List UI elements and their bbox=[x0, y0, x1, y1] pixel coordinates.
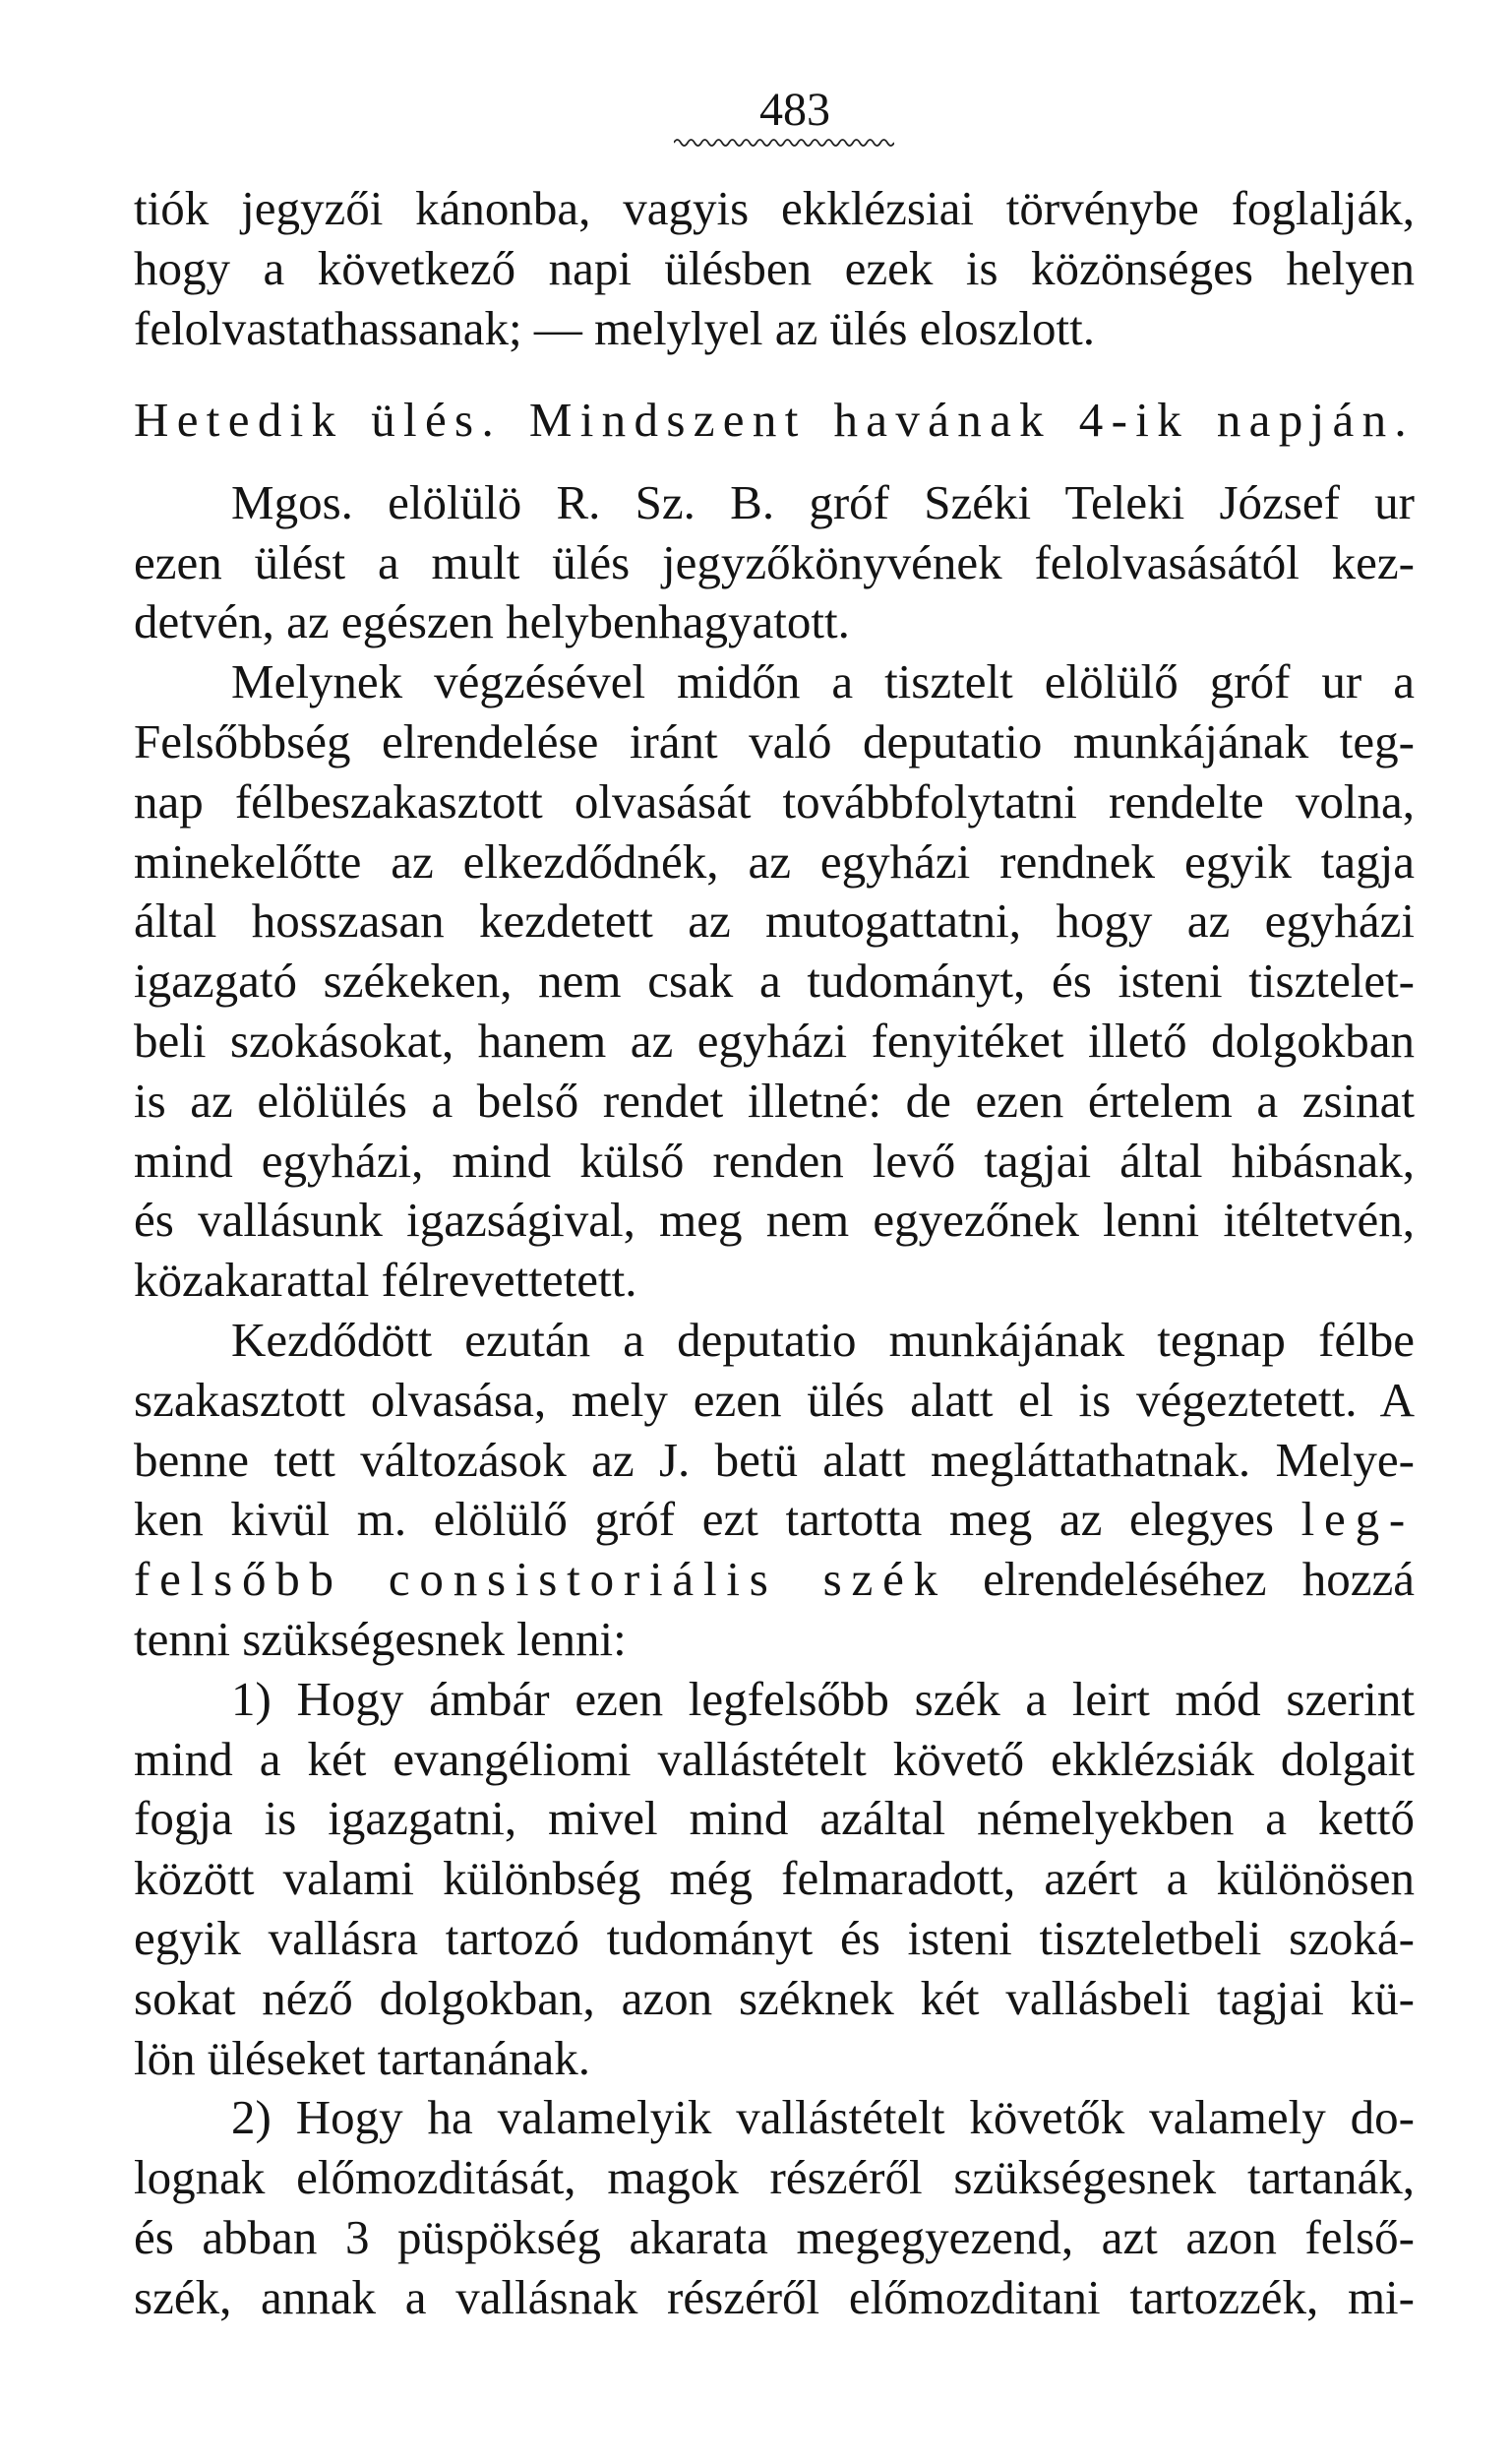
text-line: mind egyházi, mind külső renden levő tagjai által hibásnak, bbox=[134, 1133, 1415, 1188]
text-line: 1) Hogy ámbár ezen legfelsőbb szék a leirt mód szerint bbox=[231, 1671, 1415, 1726]
text-line: minekelőtte az elkezdődnék, az egyházi rendnek egyik tagja bbox=[134, 833, 1415, 889]
text-line: hogy a következő napi ülésben ezek is közönséges helyen bbox=[134, 240, 1415, 295]
text-line: Felsőbbség elrendelése iránt való deputatio munkájának teg- bbox=[134, 713, 1415, 769]
text-segment: elrendeléséhez hozzá bbox=[983, 1552, 1415, 1607]
text-line bbox=[134, 1490, 1415, 1550]
text-line: Mgos. elölülö R. Sz. B. gróf Széki Teleki József ur bbox=[231, 474, 1415, 529]
text-line: lön üléseket tartanának. bbox=[134, 2030, 590, 2085]
text-line: tiók jegyzői kánonba, vagyis ekklézsiai törvénybe foglalják, bbox=[134, 181, 1415, 235]
text-line: egyik vallásra tartozó tudományt és isteni tiszteletbeli szoká- bbox=[134, 1910, 1415, 1965]
wavy-rule-ornament bbox=[674, 136, 894, 150]
paragraph bbox=[134, 1311, 1415, 1670]
spaced-text: leg- bbox=[1300, 1492, 1416, 1547]
text-line: ezen ülést a mult ülés jegyzőkönyvének felolvasásától kez- bbox=[134, 534, 1415, 589]
text-line: Melynek végzésével midőn a tisztelt elölülő gróf ur a bbox=[231, 654, 1415, 709]
text-line: is az elölülés a belső rendet illetné: de ezen értelem a zsinat bbox=[134, 1073, 1415, 1128]
paragraph bbox=[134, 2088, 1415, 2327]
text-segment: ken kivül m. elölülő gróf ezt tartotta meg az elegyes bbox=[134, 1492, 1274, 1547]
text-line: szék, annak a vallásnak részéről előmozditani tartozzék, mi- bbox=[134, 2269, 1415, 2324]
text-line: sokat néző dolgokban, azon széknek két vallásbeli tagjai kü- bbox=[134, 1970, 1415, 2025]
paragraph bbox=[134, 391, 1415, 652]
spaced-text: felsőbb consistoriális szék bbox=[134, 1552, 947, 1607]
body-text bbox=[134, 179, 1415, 2327]
text-line: igazgató székeken, nem csak a tudományt, és isteni tisztelet- bbox=[134, 954, 1415, 1009]
text-line: benne tett változások az J. betü alatt megláttathatnak. Melye- bbox=[134, 1432, 1415, 1487]
text-line: közakarattal félrevettetett. bbox=[134, 1253, 637, 1308]
text-line bbox=[134, 1550, 1415, 1610]
text-line: mind a két evangéliomi vallástételt követő ekklézsiák dolgait bbox=[134, 1731, 1415, 1786]
paragraph bbox=[134, 652, 1415, 1311]
text-line: felolvastathassanak; — melylyel az ülés eloszlott. bbox=[134, 300, 1095, 355]
paragraph bbox=[134, 179, 1415, 358]
text-line: tenni szükségesnek lenni: bbox=[134, 1611, 627, 1666]
text-line: szakasztott olvasása, mely ezen ülés alatt el is végeztetett. A bbox=[134, 1372, 1415, 1427]
text-line: által hosszasan kezdetett az mutogattatni, hogy az egyházi bbox=[134, 893, 1415, 949]
text-line: nap félbeszakasztott olvasását továbbfolytatni rendelte volna, bbox=[134, 773, 1415, 829]
text-line: között valami különbség még felmaradott, azért a különösen bbox=[134, 1851, 1415, 1906]
text-line: lognak előmozditását, magok részéről szükségesnek tartanák, bbox=[134, 2150, 1415, 2205]
text-line: és abban 3 püspökség akarata megegyezend, azt azon felső- bbox=[134, 2209, 1415, 2264]
text-line: és vallásunk igazságival, meg nem egyezőnek lenni itéltetvén, bbox=[134, 1193, 1415, 1248]
paragraph bbox=[134, 1670, 1415, 2089]
text-line: beli szokásokat, hanem az egyházi fenyitéket illető dolgokban bbox=[134, 1013, 1415, 1068]
page-number: 483 bbox=[759, 84, 830, 136]
text-line: fogja is igazgatni, mivel mind azáltal némelyekben a kettő bbox=[134, 1791, 1415, 1846]
session-heading: Hetedik ülés. Mindszent havának 4-ik napján. bbox=[134, 393, 1415, 448]
text-line: detvén, az egészen helybenhagyatott. bbox=[134, 594, 850, 649]
text-line: Kezdődött ezután a deputatio munkájának tegnap félbe bbox=[231, 1312, 1415, 1367]
text-line: 2) Hogy ha valamelyik vallástételt követők valamely do- bbox=[231, 2090, 1415, 2145]
